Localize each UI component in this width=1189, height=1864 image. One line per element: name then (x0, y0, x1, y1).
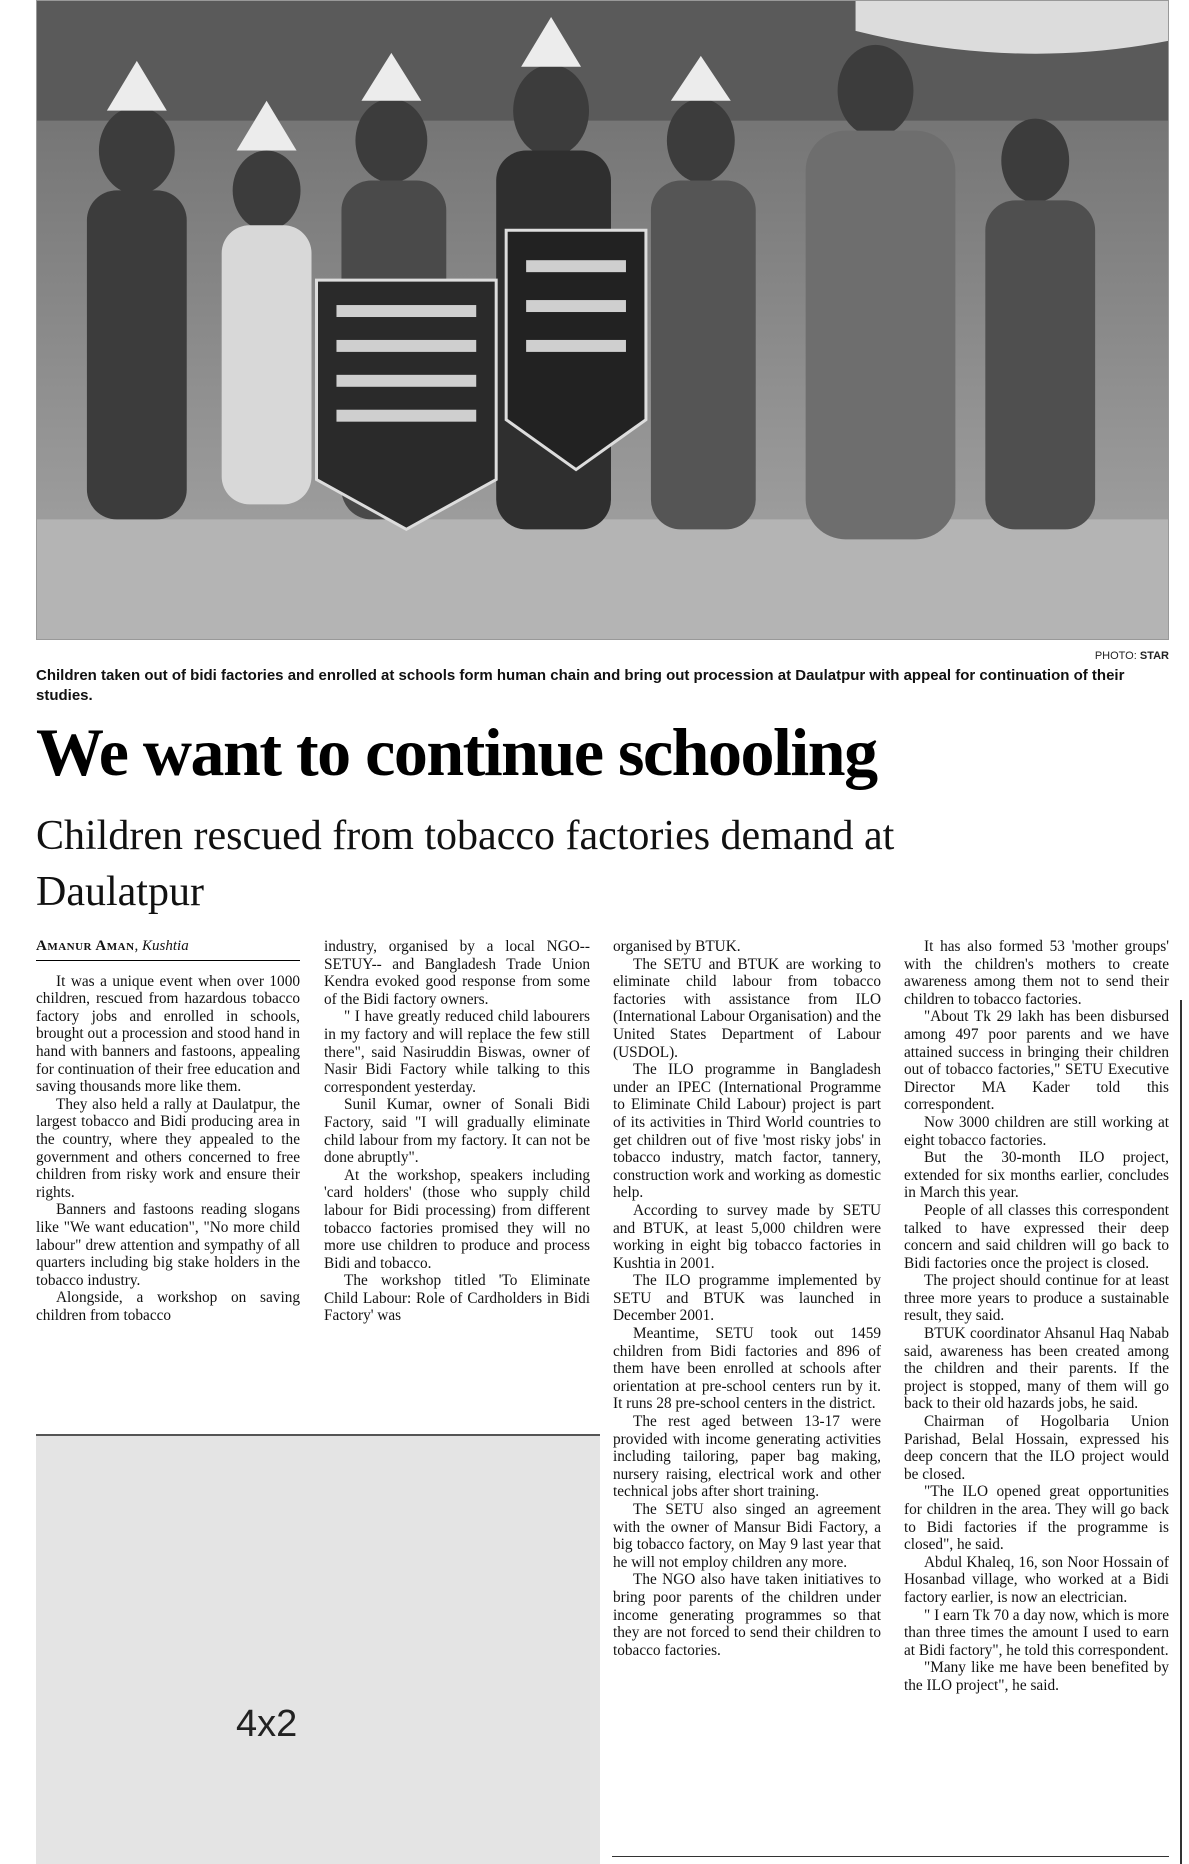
author-name: Amanur Aman (36, 938, 135, 954)
paragraph: It has also formed 53 'mother groups' with the children's mothers to create awareness among them not to send their children to tobacco factories. (904, 938, 1169, 1008)
ad-placeholder (36, 1434, 600, 1864)
paragraph: The rest aged between 13-17 were provided with income generating activities including tailoring, paper bag making, nursery raising, electrical work and other technical jobs after short training. (613, 1413, 881, 1501)
photo-credit: PHOTO: STAR (1094, 650, 1169, 662)
paragraph: Abdul Khaleq, 16, son Noor Hossain of Hosanbad village, who worked at a Bidi factory earlier, is now an electrician. (904, 1553, 1169, 1606)
photo-caption: Children taken out of bidi factories and enrolled at schools form human chain and bring out procession at Daulatpur with appeal for continuation of their studies. (36, 667, 1125, 704)
paragraph: "About Tk 29 lakh has been disbursed among 497 poor parents and we have attained success in bringing their children out of tobacco factories," SETU Executive Director MA Kader told this correspondent. (904, 1008, 1169, 1114)
subheadline: Children rescued from tobacco factories demand at Daulatpur (36, 813, 895, 915)
paragraph: "The ILO opened great opportunities for children in the area. They will go back to Bidi factories if the programme is closed", he said. (904, 1483, 1169, 1554)
article-column-4 (904, 938, 1169, 1695)
paragraph: It was a unique event when over 1000 children, rescued from hazardous tobacco factory jobs and enrolled in schools, brought out a procession and stood hand in hand with banners and fastoons, appealing for continuation of their free education and saving thousands more like them. (36, 972, 300, 1096)
paragraph: At the workshop, speakers including 'card holders' (those who supply child labour for Bidi processing) from different tobacco factories promised they will no more use children to produce and process Bidi and tobacco. (324, 1166, 590, 1272)
paragraph: Sunil Kumar, owner of Sonali Bidi Factory, said "I will gradually eliminate child labour from my factory. It can not be done abruptly". (324, 1096, 590, 1167)
page-edge-rule (1180, 1000, 1182, 1864)
byline: Amanur Aman, Kushtia (36, 938, 300, 961)
paragraph: The ILO programme in Bangladesh under an IPEC (International Programme to Eliminate Child Labour) project is part of its activities in Third World countries to get children out of five 'most risky jobs' in tobacco industry, match factor, tannery, construction work and working as domestic help. (613, 1061, 881, 1202)
paragraph: BTUK coordinator Ahsanul Haq Nabab said, awareness has been created among the children and their parents. If the project is stopped, many of them will go back to their old hazards jobs, he said. (904, 1325, 1169, 1413)
paragraph: But the 30-month ILO project, extended for six months earlier, concludes in March this year. (904, 1149, 1169, 1202)
paragraph: They also held a rally at Daulatpur, the largest tobacco and Bidi producing area in the country, where they appealed to the government and others concerned to free children from risky work and ensure their rights. (36, 1095, 300, 1201)
paragraph: The SETU and BTUK are working to eliminate child labour from tobacco factories with assistance from ILO (International Labour Organisation) and the United States Department of Labour (USDOL). (613, 955, 881, 1061)
article-column-3 (613, 938, 881, 1659)
procession-photo-illustration (37, 1, 1168, 639)
paragraph: The workshop titled 'To Eliminate Child Labour: Role of Cardholders in Bidi Factory' was (324, 1272, 590, 1325)
paragraph: Banners and fastoons reading slogans like "We want education", "No more child labour" drew attention and sympathy of all quarters including big stake holders in the tobacco industry. (36, 1201, 300, 1289)
paragraph: Chairman of Hogolbaria Union Parishad, Belal Hossain, expressed his deep concern that the ILO project would be closed. (904, 1413, 1169, 1483)
headline: We want to continue schooling (36, 714, 877, 790)
paragraph: organised by BTUK. (613, 938, 741, 955)
article-column-1 (36, 938, 300, 1324)
paragraph: "Many like me have been benefited by the ILO project", he said. (904, 1659, 1169, 1694)
paragraph: " I earn Tk 70 a day now, which is more than three times the amount I used to earn at Bidi factory", he told this correspondent. (904, 1606, 1169, 1659)
paragraph: Alongside, a workshop on saving children from tobacco (36, 1289, 300, 1324)
news-photo (36, 0, 1169, 640)
paragraph: industry, organised by a local NGO-- SETUY-- and Bangladesh Trade Union Kendra evoked good response from some of the Bidi factory owners. (324, 938, 590, 1008)
paragraph: Meantime, SETU took out 1459 children from Bidi factories and 896 of them have been enrolled at schools after orientation at pre-school centers run by it. It runs 28 pre-school centers in the district. (613, 1325, 881, 1413)
paragraph: The NGO also have taken initiatives to bring poor parents of the children under income generating programmes so that they are not forced to send their children to tobacco factories. (613, 1571, 881, 1659)
paragraph: The SETU also singed an agreement with the owner of Mansur Bidi Factory, a big tobacco factory, on May 9 last year that he will not employ children any more. (613, 1501, 881, 1571)
paragraph: According to survey made by SETU and BTUK, at least 5,000 children were working in eight big tobacco factories in Kushtia in 2001. (613, 1201, 881, 1272)
paragraph: The project should continue for at least three more years to produce a sustainable result, they said. (904, 1272, 1169, 1325)
article-column-2 (324, 938, 590, 1325)
column-divider (612, 1856, 1169, 1857)
paragraph: The ILO programme implemented by SETU and BTUK was launched in December 2001. (613, 1272, 881, 1325)
ad-size-label: 4x2 (236, 1703, 298, 1745)
paragraph: " I have greatly reduced child labourers in my factory and will replace the few still there", said Nasiruddin Biswas, owner of Nasir Bidi Factory while talking to this correspondent yesterday. (324, 1008, 590, 1096)
paragraph: People of all classes this correspondent talked to have expressed their deep concern and said children will go back to Bidi factories once the project is closed. (904, 1201, 1169, 1272)
dateline-location: Kushtia (142, 938, 189, 954)
paragraph: Now 3000 children are still working at eight tobacco factories. (904, 1113, 1169, 1149)
